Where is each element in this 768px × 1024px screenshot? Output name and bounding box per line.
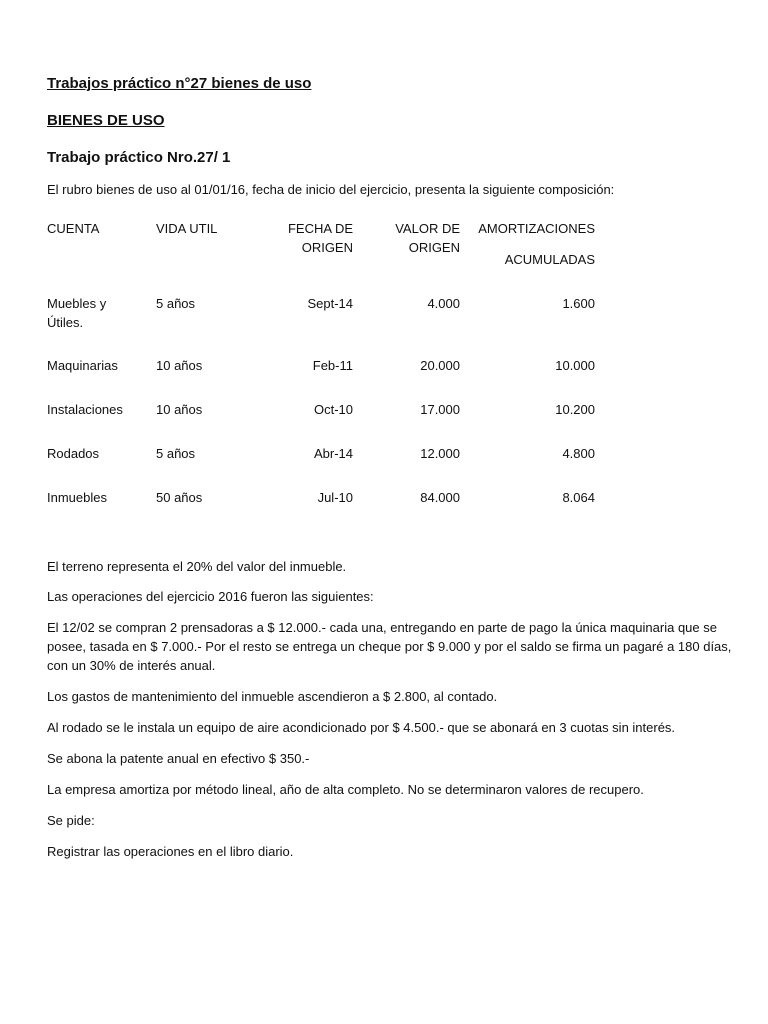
paragraph-operaciones-intro: Las operaciones del ejercicio 2016 fueron las siguientes:: [47, 589, 374, 604]
row-cuenta-line2: Útiles.: [47, 315, 84, 330]
row-cuenta: Inmuebles: [47, 490, 107, 505]
header-valor-line1: VALOR DE: [395, 221, 460, 236]
row-fecha: Abr-14: [313, 446, 353, 461]
row-amort: 1.600: [562, 296, 595, 311]
row-amort: 8.064: [562, 490, 595, 505]
paragraph-aire-acondicionado: Al rodado se le instala un equipo de aire acondicionado por $ 4.500.- que se abonará en 3 cuotas sin interés.: [47, 720, 676, 735]
row-valor: 4.000: [427, 296, 460, 311]
row-vida: 10 años: [156, 358, 203, 373]
header-valor-line2: ORIGEN: [408, 240, 460, 255]
exercise-title: Trabajo práctico Nro.27/ 1: [47, 149, 231, 166]
row-fecha: Oct-10: [313, 402, 353, 417]
intro-text: El rubro bienes de uso al 01/01/16, fecha de inicio del ejercicio, presenta la siguiente composición:: [47, 182, 615, 197]
row-vida: 50 años: [156, 490, 203, 505]
paragraph-gastos-mantenimiento: Los gastos de mantenimiento del inmueble ascendieron a $ 2.800, al contado.: [47, 689, 498, 704]
row-cuenta: Maquinarias: [47, 358, 118, 373]
row-cuenta-line1: Muebles y: [47, 296, 107, 311]
paragraph-patente: Se abona la patente anual en efectivo $ 350.-: [47, 751, 310, 766]
row-amort: 4.800: [562, 446, 595, 461]
row-vida: 10 años: [156, 402, 203, 417]
row-valor: 84.000: [420, 490, 460, 505]
paragraph-se-pide: Se pide:: [47, 813, 95, 828]
row-amort: 10.000: [555, 358, 595, 373]
paragraph-compra-prensadoras: El 12/02 se compran 2 prensadoras a $ 12.000.- cada una, entregando en parte de pago la única maquinaria que se posee, tasada en $ 7.000.- Por el resto se entrega un cheque por $ 9.000 y por el saldo se firma un pagaré a 180 días, con un 30% de interés anual.: [47, 620, 732, 673]
row-amort: 10.200: [555, 402, 595, 417]
paragraph-amortizacion: La empresa amortiza por método lineal, año de alta completo. No se determinaron valores de recupero.: [47, 782, 644, 797]
row-fecha: Jul-10: [317, 490, 353, 505]
header-amort-line2: ACUMULADAS: [504, 252, 595, 267]
header-vida-util: VIDA UTIL: [156, 221, 218, 236]
section-title: BIENES DE USO: [47, 112, 165, 129]
paragraph-terreno: El terreno representa el 20% del valor del inmueble.: [47, 559, 347, 574]
row-vida: 5 años: [156, 446, 196, 461]
row-valor: 17.000: [420, 402, 460, 417]
row-fecha: Feb-11: [312, 358, 353, 373]
paragraph-registrar: Registrar las operaciones en el libro diario.: [47, 844, 294, 859]
row-fecha: Sept-14: [307, 296, 353, 311]
row-cuenta: Instalaciones: [47, 402, 123, 417]
row-valor: 20.000: [420, 358, 460, 373]
row-cuenta: [47, 294, 147, 332]
header-cuenta: CUENTA: [47, 221, 100, 236]
row-cuenta: Rodados: [47, 446, 100, 461]
header-fecha-line1: FECHA DE: [287, 221, 353, 236]
document-title: Trabajos práctico n°27 bienes de uso: [47, 75, 312, 92]
row-vida: 5 años: [156, 296, 196, 311]
row-valor: 12.000: [420, 446, 460, 461]
header-fecha-line2: ORIGEN: [301, 240, 353, 255]
header-amort-line1: AMORTIZACIONES: [478, 221, 595, 236]
